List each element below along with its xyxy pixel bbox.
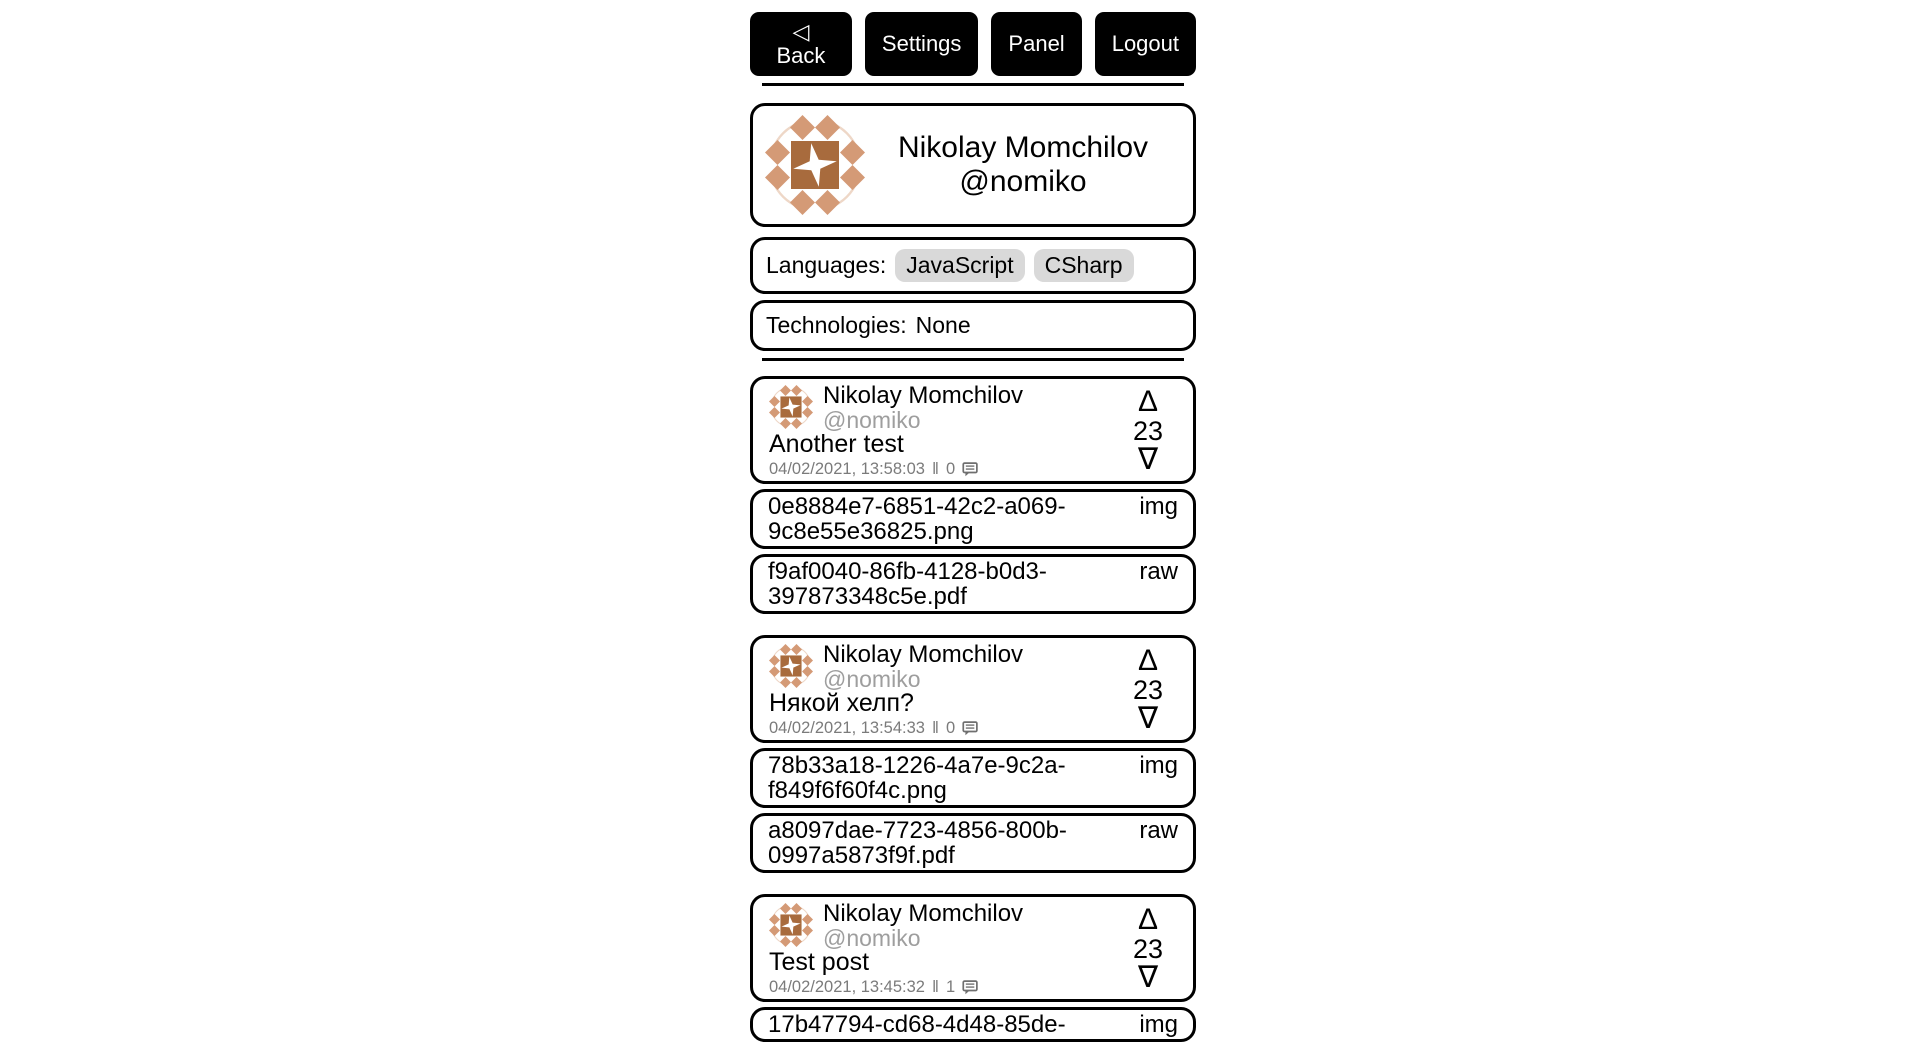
languages-card [750,237,1196,294]
downvote-button[interactable]: ∇ [1137,443,1159,477]
attachment-filename: 78b33a18-1226-4a7e-9c2a-f849f6f60f4c.png [768,752,1066,805]
post-meta [769,459,1117,479]
vote-count: 23 [1132,933,1164,964]
profile-handle: @nomiko [959,165,1087,199]
post-title: Някой хелп? [769,689,914,718]
separator-icon: ‖ [931,718,940,738]
technologies-label: Technologies: [766,312,907,339]
post [750,894,1196,1042]
post-handle: @nomiko [823,665,921,692]
post-header [769,381,1117,433]
post-author: Nikolay Momchilov [823,381,1024,409]
post-main [769,640,1117,738]
post-names [823,383,1023,432]
upvote-button[interactable]: Δ [1137,644,1159,678]
post-handle: @nomiko [823,924,921,951]
post-avatar [769,644,813,688]
post-header [769,640,1117,692]
languages-label: Languages: [766,252,887,279]
vote-column [1125,903,1171,997]
logout-button[interactable]: Logout [1095,12,1196,76]
post-timestamp: 04/02/2021, 13:54:33 [769,719,925,738]
attachment-filename: a8097dae-7723-4856-800b-0997a5873f9f.pdf [768,817,1067,870]
post [750,376,1196,614]
divider [762,83,1184,86]
post-meta [769,718,1117,738]
post-card[interactable] [750,635,1196,743]
comment-count: 0 [946,719,956,738]
vote-count: 23 [1132,674,1164,705]
divider [762,358,1184,361]
post-author: Nikolay Momchilov [823,640,1024,668]
attachment-filename: 17b47794-cd68-4d48-85de- [768,1011,1066,1039]
comment-count: 0 [946,460,956,479]
post-main [769,899,1117,997]
comment-count: 1 [946,978,956,997]
post-timestamp: 04/02/2021, 13:45:32 [769,978,925,997]
post [750,635,1196,873]
toolbar [750,12,1196,76]
settings-button[interactable]: Settings [865,12,979,76]
profile-card [750,103,1196,227]
post-title: Another test [769,430,904,459]
comment-icon [962,720,979,737]
attachment-row[interactable] [750,748,1196,808]
post-names [823,642,1023,691]
vote-column [1125,644,1171,738]
technologies-value: None [915,312,971,339]
attachment-row[interactable] [750,1007,1196,1042]
post-avatar [769,903,813,947]
post-timestamp: 04/02/2021, 13:58:03 [769,460,925,479]
vote-column [1125,385,1171,479]
profile-names [865,131,1181,201]
profile-avatar [765,115,865,215]
panel-button[interactable]: Panel [991,12,1081,76]
post-author: Nikolay Momchilov [823,899,1024,927]
downvote-button[interactable]: ∇ [1137,961,1159,995]
comment-icon [962,979,979,996]
attachment-kind: img [1139,752,1178,780]
post-meta [769,977,1117,997]
attachment-filename: f9af0040-86fb-4128-b0d3-397873348c5e.pdf [768,558,1047,611]
downvote-button[interactable]: ∇ [1137,702,1159,736]
attachment-kind: img [1139,493,1178,521]
post-names [823,901,1023,950]
language-tag: CSharp [1034,249,1134,282]
post-title: Test post [769,948,870,977]
post-card[interactable] [750,894,1196,1002]
back-button[interactable]: ◁ Back [750,12,852,76]
attachment-filename: 0e8884e7-6851-42c2-a069-9c8e55e36825.png [768,493,1066,546]
attachment-row[interactable] [750,554,1196,614]
attachment-kind: raw [1139,817,1178,845]
upvote-button[interactable]: Δ [1137,903,1159,937]
comment-icon [962,461,979,478]
vote-count: 23 [1132,415,1164,446]
post-main [769,381,1117,479]
profile-name: Nikolay Momchilov [897,130,1149,164]
language-tag: JavaScript [895,249,1024,282]
post-card[interactable] [750,376,1196,484]
technologies-card [750,300,1196,351]
post-handle: @nomiko [823,406,921,433]
separator-icon: ‖ [931,459,940,479]
attachment-row[interactable] [750,813,1196,873]
post-avatar [769,385,813,429]
attachment-kind: img [1139,1011,1178,1039]
attachment-row[interactable] [750,489,1196,549]
upvote-button[interactable]: Δ [1137,385,1159,419]
post-header [769,899,1117,951]
separator-icon: ‖ [931,977,940,997]
attachment-kind: raw [1139,558,1178,586]
content-column [750,0,1196,1042]
